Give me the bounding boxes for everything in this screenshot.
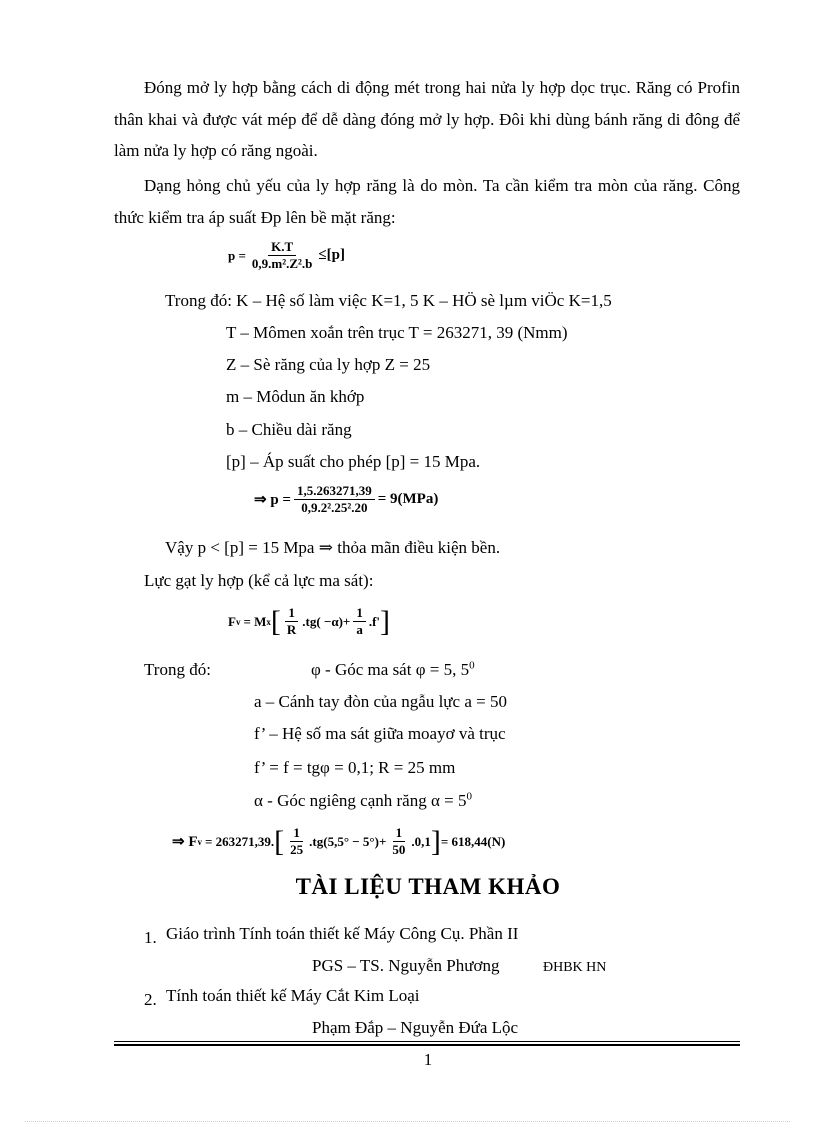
where2-intro: Trong đó: [144, 660, 211, 679]
fraction-denominator: 0,9.m².Z².b [251, 256, 313, 271]
reference-title: Tính toán thiết kế Máy Cắt Kim Loại [166, 986, 420, 1005]
fraction-numerator: 1 [290, 826, 303, 842]
formula-force-value [172, 826, 505, 857]
where2-item: f’ – Hệ số ma sát giữa moayơ và trục [254, 724, 506, 743]
fraction-denominator: 50 [392, 842, 406, 857]
bracket-left: [ [270, 604, 281, 638]
where-item: b – Chiều dài răng [226, 420, 352, 439]
force-intro-text: Lực gạt ly hợp (kể cả lực ma sát): [144, 571, 374, 590]
paragraph-2: Dạng hỏng chủ yếu của ly hợp răng là do mòn. Ta cần kiểm tra mòn của răng. Công thức kiểm tra áp suất Đp lên bề mặt răng: [114, 176, 740, 227]
where-item: m – Môdun ăn khớp [226, 387, 365, 406]
reference-number: 2. [144, 990, 157, 1009]
where2-phi [311, 659, 475, 681]
formula-pressure [228, 240, 345, 271]
reference-author: Phạm Đắp – Nguyễn Đứa Lộc [312, 1018, 519, 1037]
bracket-left: [ [274, 824, 285, 858]
conclusion-text: Vậy p < [p] = 15 Mpa ⇒ thỏa mãn điều kiện bền. [165, 538, 501, 557]
formula-rhs: ≤[p] [318, 247, 345, 263]
page-number: 1 [423, 1050, 433, 1069]
reference-title: Giáo trình Tính toán thiết kế Máy Công Cụ. Phần II [166, 924, 519, 943]
degree-sup: 0 [469, 659, 475, 672]
formula-result: = 9(MPa) [377, 491, 439, 507]
where2-alpha [254, 790, 472, 812]
bracket-right: ] [380, 604, 391, 638]
formula-lhs: F [228, 613, 236, 629]
fraction [284, 606, 299, 637]
degree-sup: 0 [466, 790, 472, 803]
fraction-numerator: 1 [353, 606, 366, 622]
fraction [249, 240, 316, 271]
footer-rule [114, 1044, 740, 1046]
subscript: v [235, 616, 241, 627]
formula-mid: .tg( −α)+ [302, 613, 351, 629]
where2-item: f’ = f = tgφ = 0,1; R = 25 mm [254, 758, 456, 777]
fraction [353, 606, 366, 637]
formula-tail: .f' [368, 613, 381, 629]
fraction-denominator: 25 [290, 842, 304, 857]
reference-number: 1. [144, 928, 157, 947]
formula-mid: .tg(5,5° − 5°)+ [309, 833, 387, 849]
fraction-numerator: 1 [285, 606, 298, 622]
formula-eq: = M [243, 613, 267, 629]
formula-pressure-value [254, 484, 438, 515]
reference-author: PGS – TS. Nguyễn Phương [312, 956, 500, 975]
bracket-right: ] [430, 824, 441, 858]
fraction-denominator: 0,9.2².25².20 [301, 500, 368, 515]
fraction [287, 826, 306, 857]
where-intro: Trong đó: K – Hệ số làm việc K=1, 5 K – HÖ sè lµm viÖc K=1,5 [165, 291, 612, 310]
formula-lhs: p = [228, 247, 246, 263]
where2-item: a – Cánh tay đòn của ngẫu lực a = 50 [254, 692, 507, 711]
reference-org: ĐHBK HN [543, 960, 607, 975]
formula-result: = 618,44(N) [440, 833, 506, 849]
where-item: [p] – Áp suất cho phép [p] = 15 Mpa. [226, 452, 481, 471]
fraction-numerator: K.T [268, 240, 296, 256]
formula-eq: = 263271,39. [204, 833, 275, 849]
paragraph-1: Đóng mở ly hợp bằng cách di động mét trong hai nửa ly hợp dọc trục. Răng có Profin thân khai và được vát mép để dễ dàng đóng mở ly hợp. Đôi khi dùng bánh răng di đông để làm nửa ly hợp có răng ngoài. [114, 78, 740, 160]
references-title: TÀI LIỆU THAM KHẢO [295, 874, 561, 899]
subscript: x [266, 616, 271, 627]
fraction-numerator: 1 [393, 826, 406, 842]
alpha-text: α - Góc ngiêng cạnh răng α = 5 [254, 791, 467, 810]
where-item: Z – Sè răng của ly hợp Z = 25 [226, 355, 431, 374]
footer-rule [114, 1041, 740, 1042]
fraction-denominator: a [356, 622, 363, 637]
fraction-denominator: R [286, 622, 297, 637]
phi-text: φ - Góc ma sát φ = 5, 5 [311, 660, 470, 679]
fraction [294, 484, 375, 515]
page-edge [25, 1121, 790, 1122]
formula-lhs: ⇒ p = [254, 492, 291, 508]
where-item: T – Mômen xoắn trên trục T = 263271, 39 (Nmm) [226, 323, 568, 342]
subscript: v [197, 836, 202, 847]
formula-tail: .0,1 [411, 833, 431, 849]
formula-force [228, 606, 390, 637]
fraction [389, 826, 408, 857]
formula-lhs: ⇒ F [172, 834, 198, 850]
fraction-numerator: 1,5.263271,39 [294, 484, 375, 500]
